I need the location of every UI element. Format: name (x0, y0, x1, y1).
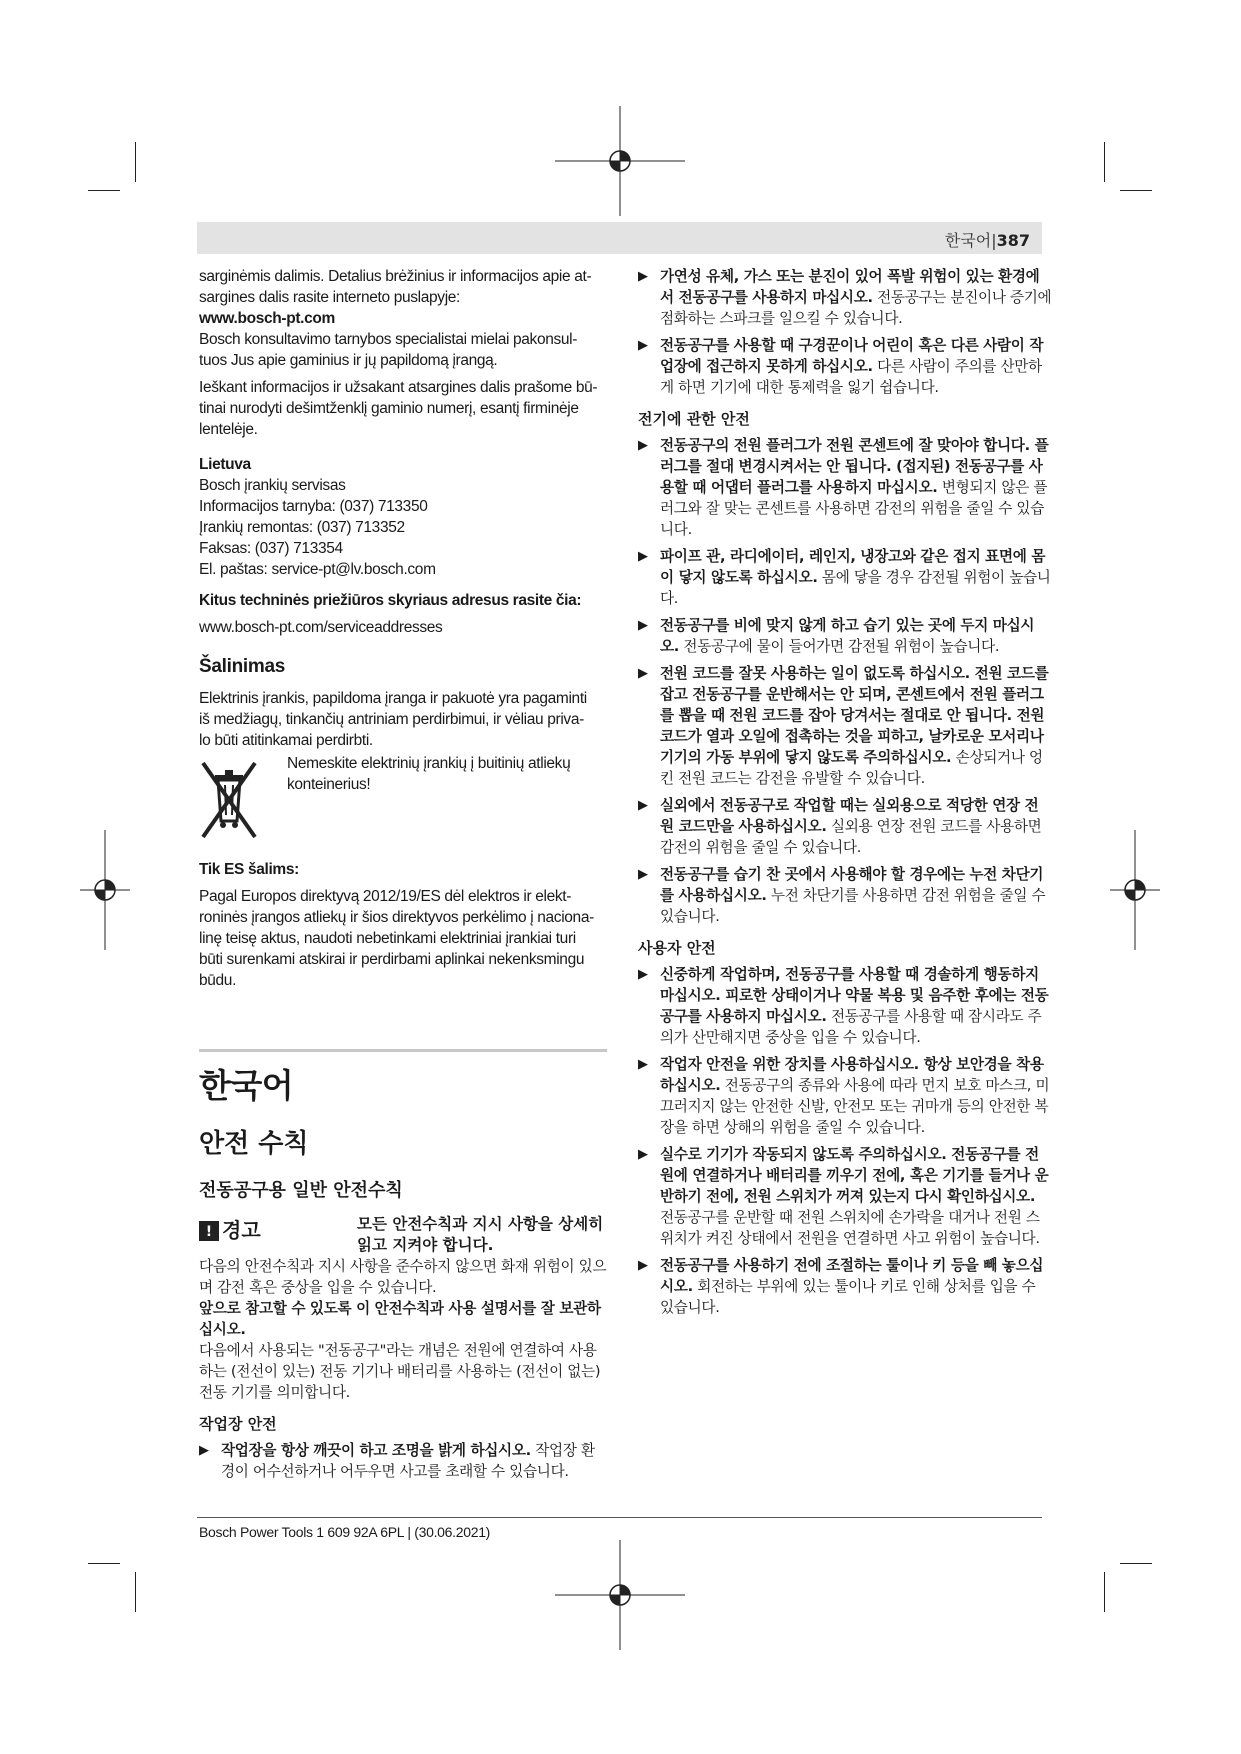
paragraph: sargines dalis rasite interneto puslapyje: (199, 289, 461, 306)
crossed-out-bin-icon (199, 755, 259, 841)
header-section: 한국어 (944, 231, 992, 250)
warning-label: ! 경고 (199, 1214, 261, 1243)
crop-mark (135, 142, 136, 182)
section-divider (199, 1049, 607, 1052)
list-item: ▶ 전원 코드를 잘못 사용하는 일이 없도록 하십시오. 전원 코드를 잡고 전동공구를 운반해서는 안 되며, 콘센트에서 전원 플러그를 뽑을 때 전원 코드를 잡아 당겨서는 절대로 안 됩니다. 전원 코드가 열과 오일에 접촉하는 것을 피하고, 날카로운 모서리나 기기의 가동 부위에 닿지 않도록 주의하십시오. 손상되거나 엉킨 전원 코드는 감전을 유발할 수 있습니다. (638, 665, 1049, 787)
disposal-heading: Šalinimas (199, 656, 286, 677)
list-item: ▶ 전동공구를 사용할 때 구경꾼이나 어린이 혹은 다른 사람이 작업장에 접근하지 못하게 하십시오. 다른 사람이 주의를 산만하게 하면 기기에 대한 통제력을 잃기 쉽습니다. (638, 337, 1044, 396)
paragraph: linę teisę aktus, naudoti nebetinkami elektriniai įrankiai turi (199, 930, 576, 947)
left-column (199, 266, 607, 1488)
footer-text: Bosch Power Tools 1 609 92A 6PL | (30.06.2021) (199, 1524, 491, 1540)
paragraph: lo būti atitinkamai perdirbti. (199, 732, 373, 749)
footer-divider (197, 1517, 1042, 1518)
paragraph: būdu. (199, 972, 237, 989)
page-number: 387 (996, 231, 1030, 250)
list-item: ▶ 작업장을 항상 깨끗이 하고 조명을 밝게 하십시오. 작업장 환경이 어수선하거나 어두우면 사고를 초래할 수 있습니다. (199, 1442, 595, 1480)
page-header (197, 222, 1042, 254)
list-item: ▶ 작업자 안전을 위한 장치를 사용하십시오. 항상 보안경을 착용하십시오. 전동공구의 종류와 사용에 따라 먼지 보호 마스크, 미끄러지지 않는 안전한 신발, 안전모 또는 귀마개 등의 안전한 복장을 하면 상해의 위험을 줄일 수 있습니다. (638, 1056, 1050, 1136)
crop-mark (1104, 142, 1105, 182)
paragraph: būti surenkami atskirai ir perdirbami aplinkai nekenksmingu (199, 951, 585, 968)
weee-text (287, 753, 607, 795)
registration-mark-icon (80, 830, 130, 950)
registration-mark-icon (1110, 830, 1160, 950)
warning-block (199, 1214, 607, 1256)
paragraph: konteinerius! (287, 776, 371, 793)
keep-instructions: 앞으로 참고할 수 있도록 이 안전수칙과 사용 설명서를 잘 보관하십시오. (199, 1300, 601, 1338)
contact-line: Informacijos tarnyba: (037) 713350 (199, 498, 428, 515)
paragraph: Pagal Europos direktyvą 2012/19/ES dėl elektros ir elekt- (199, 888, 572, 905)
warning-icon: ! (199, 1221, 219, 1241)
safety-title: 안전 수칙 (199, 1129, 309, 1159)
addresses-link[interactable]: www.bosch-pt.com/serviceaddresses (199, 619, 443, 636)
registration-mark-icon (555, 106, 685, 216)
registration-mark-icon (555, 1540, 685, 1650)
eu-heading: Tik ES šalims: (199, 861, 299, 878)
list-item: ▶ 신중하게 작업하며, 전동공구를 사용할 때 경솔하게 행동하지 마십시오. 피로한 상태이거나 약물 복용 및 음주한 후에는 전동공구를 사용하지 마십시오. 전동공구를 사용할 때 잠시라도 주의가 산만해지면 중상을 입을 수 있습니다. (638, 966, 1049, 1046)
paragraph: tinai nurodyti dešimtženklį gaminio numerį, esantį firminėje (199, 400, 579, 417)
right-column (638, 266, 1052, 1324)
list-item: ▶ 전동공구를 사용하기 전에 조절하는 툴이나 키 등을 빼 놓으십시오. 회전하는 부위에 있는 툴이나 키로 인해 상처를 입을 수 있습니다. (638, 1257, 1044, 1316)
electrical-heading: 전기에 관한 안전 (638, 410, 750, 428)
crop-mark (88, 190, 120, 191)
list-item: ▶ 전동공구를 습기 찬 곳에서 사용해야 할 경우에는 누전 차단기를 사용하십시오. 누전 차단기를 사용하면 감전 위험을 줄일 수 있습니다. (638, 866, 1046, 925)
crop-mark (135, 1572, 136, 1612)
paragraph: Ieškant informacijos ir užsakant atsargines dalis prašome bū- (199, 379, 598, 396)
paragraph: lentelėje. (199, 421, 258, 438)
paragraph: Nemeskite elektrinių įrankių į buitinių atliekų (287, 755, 571, 772)
contact-line: Įrankių remontas: (037) 713352 (199, 519, 405, 536)
weee-notice (199, 753, 607, 849)
contact-line: Faksas: (037) 713354 (199, 540, 343, 557)
crop-mark (1104, 1572, 1105, 1612)
list-item: ▶ 파이프 관, 라디에이터, 레인지, 냉장고와 같은 접지 표면에 몸이 닿지 않도록 하십시오. 몸에 닿을 경우 감전될 위험이 높습니다. (638, 548, 1051, 607)
website-link[interactable]: www.bosch-pt.com (199, 310, 335, 327)
country-heading: Lietuva (199, 456, 251, 473)
general-safety-title: 전동공구용 일반 안전수칙 (199, 1180, 403, 1201)
paragraph: Bosch konsultavimo tarnybos specialistai mielai pakonsul- (199, 331, 578, 348)
work-area-heading: 작업장 안전 (199, 1415, 277, 1433)
definition-text: 다음에서 사용되는 "전동공구"라는 개념은 전원에 연결하여 사용하는 (전선이 있는) 전동 기기나 배터리를 사용하는 (전선이 없는) 전동 기기를 의미합니다. (199, 1342, 601, 1401)
list-item: ▶ 실수로 기기가 작동되지 않도록 주의하십시오. 전동공구를 전원에 연결하거나 배터리를 끼우기 전에, 혹은 기기를 들거나 운반하기 전에, 전원 스위치가 꺼져 있는지 다시 확인하십시오. 전동공구를 운반할 때 전원 스위치에 손가락을 대거나 전원 스위치가 켜진 상태에서 전원을 연결하면 사고 위험이 높습니다. (638, 1146, 1049, 1247)
list-item: ▶ 전동공구의 전원 플러그가 전원 콘센트에 잘 맞아야 합니다. 플러그를 절대 변경시켜서는 안 됩니다. (접지된) 전동공구를 사용할 때 어댑터 플러그를 사용하지 마십시오. 변형되지 않은 플러그와 잘 맞는 콘센트를 사용하면 감전의 위험을 줄일 수 있습니다. (638, 437, 1049, 538)
warning-text: 다음의 안전수칙과 지시 사항을 준수하지 않으면 화재 위험이 있으며 감전 혹은 중상을 입을 수 있습니다. (199, 1258, 607, 1296)
contact-email[interactable]: El. paštas: service-pt@lv.bosch.com (199, 561, 436, 578)
paragraph: iš medžiagų, tinkančių antriniam perdirbimui, ir vėliau priva- (199, 711, 584, 728)
list-item: ▶ 전동공구를 비에 맞지 않게 하고 습기 있는 곳에 두지 마십시오. 전동공구에 물이 들어가면 감전될 위험이 높습니다. (638, 617, 1035, 655)
paragraph: Elektrinis įrankis, papildoma įranga ir pakuotė yra pagaminti (199, 690, 587, 707)
warning-lead: 모든 안전수칙과 지시 사항을 상세히 읽고 지켜야 합니다. (357, 1215, 604, 1254)
language-title: 한국어 (199, 1066, 294, 1105)
crop-mark (1120, 1563, 1152, 1564)
list-item: ▶ 실외에서 전동공구로 작업할 때는 실외용으로 적당한 연장 전원 코드만을 사용하십시오. 실외용 연장 전원 코드를 사용하면 감전의 위험을 줄일 수 있습니다. (638, 797, 1042, 856)
paragraph: sarginėmis dalimis. Detalius brėžinius ir informacijos apie at- (199, 268, 592, 285)
paragraph: roninės įrangos atliekų ir šios direktyvos perkėlimo į naciona- (199, 909, 594, 926)
crop-mark (88, 1563, 120, 1564)
paragraph: tuos Jus apie gaminius ir jų papildomą įrangą. (199, 352, 498, 369)
personal-safety-heading: 사용자 안전 (638, 939, 716, 957)
crop-mark (1120, 190, 1152, 191)
header-label: 한국어|387 (944, 231, 1030, 250)
list-item: ▶ 가연성 유체, 가스 또는 분진이 있어 폭발 위험이 있는 환경에서 전동공구를 사용하지 마십시오. 전동공구는 분진이나 증기에 점화하는 스파크를 일으킬 수 있습니다. (638, 268, 1052, 327)
contact-line: Bosch įrankių servisas (199, 477, 346, 494)
addresses-heading: Kitus techninės priežiūros skyriaus adresus rasite čia: (199, 592, 582, 609)
